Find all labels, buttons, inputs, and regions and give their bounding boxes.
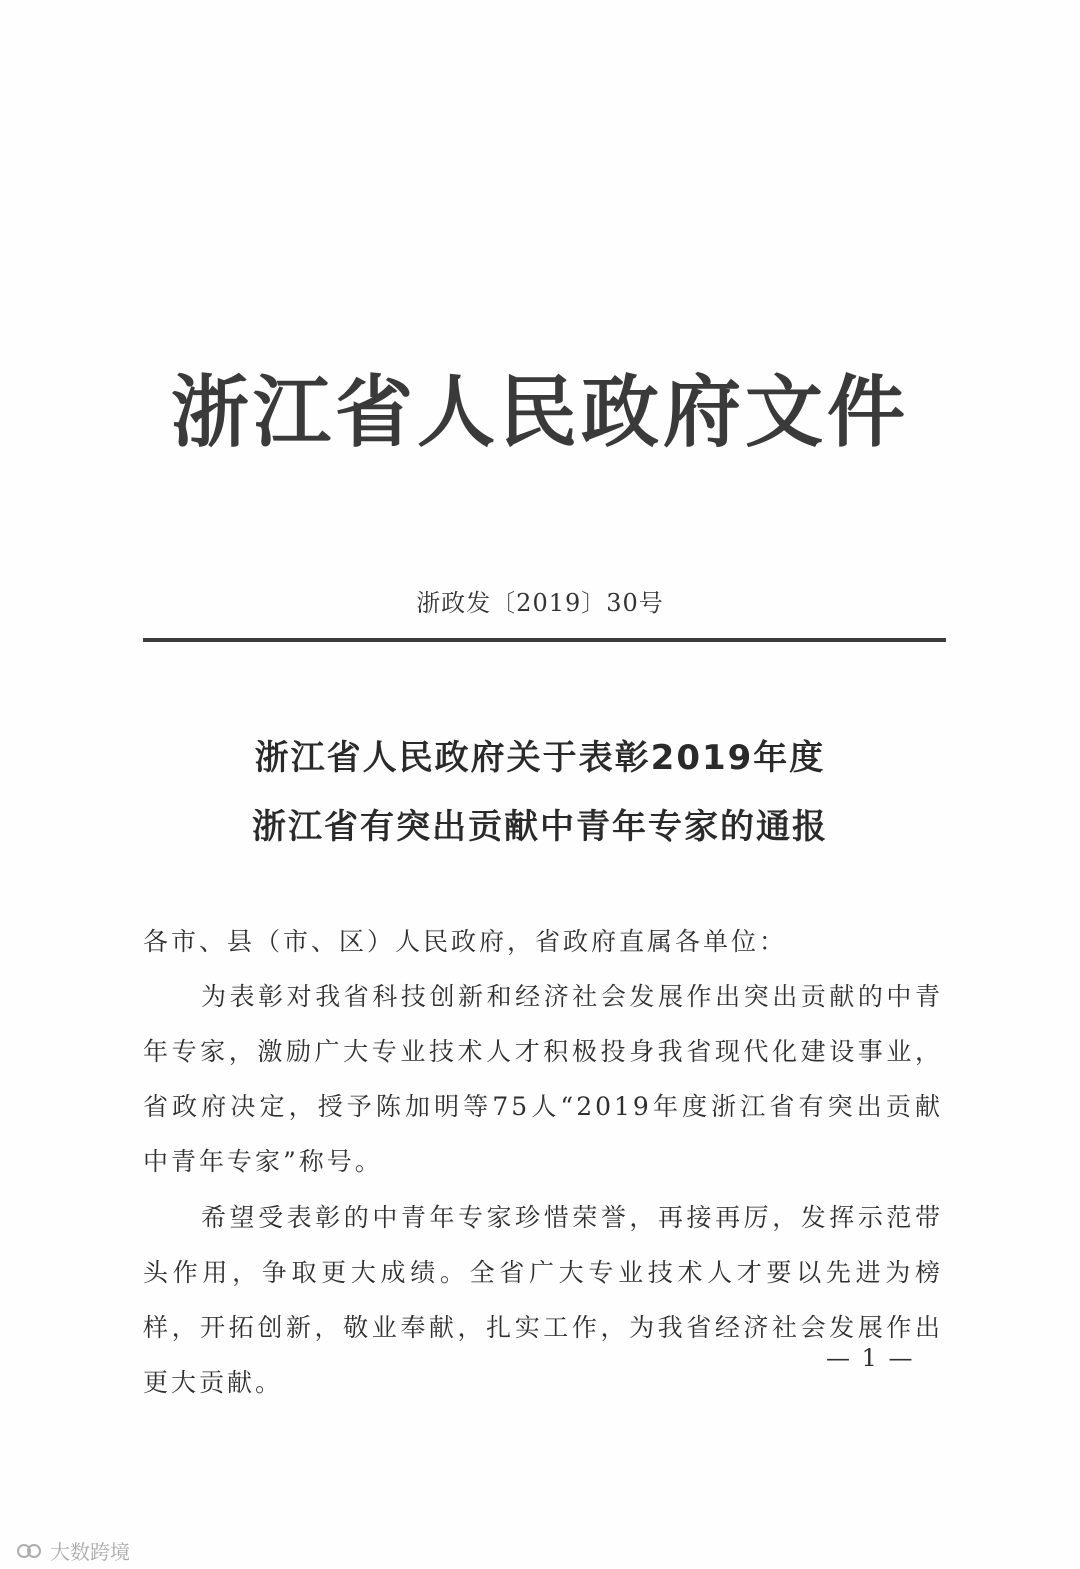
watermark-text: 大数跨境 <box>50 1540 130 1564</box>
document-title-line2: 浙江省有突出贡献中青年专家的通报 <box>252 807 828 847</box>
paragraph-encouragement: 希望受表彰的中青年专家珍惜荣誉，再接再厉，发挥示范带头作用，争取更大成绩。全省广大专业技术人才要以先进为榜样，开拓创新，敬业奉献，扎实工作，为我省经济社会发展作出更大贡献。 <box>143 1203 943 1397</box>
ring-logo-icon <box>16 1540 44 1562</box>
header-divider <box>143 638 946 642</box>
page-number: — 1 — <box>826 1344 915 1372</box>
document-title-line1: 浙江省人民政府关于表彰2019年度 <box>254 738 826 778</box>
watermark <box>16 1536 130 1565</box>
document-number: 浙政发〔2019〕30号 <box>416 589 664 617</box>
paragraph-commendation: 为表彰对我省科技创新和经济社会发展作出突出贡献的中青年专家，激励广大专业技术人才积极投身我省现代化建设事业，省政府决定，授予陈加明等75人“2019年度浙江省有突出贡献中青年专家”称号。 <box>143 982 943 1176</box>
document-masthead: 浙江省人民政府文件 <box>170 368 909 458</box>
salutation: 各市、县（市、区）人民政府，省政府直属各单位： <box>143 927 788 956</box>
